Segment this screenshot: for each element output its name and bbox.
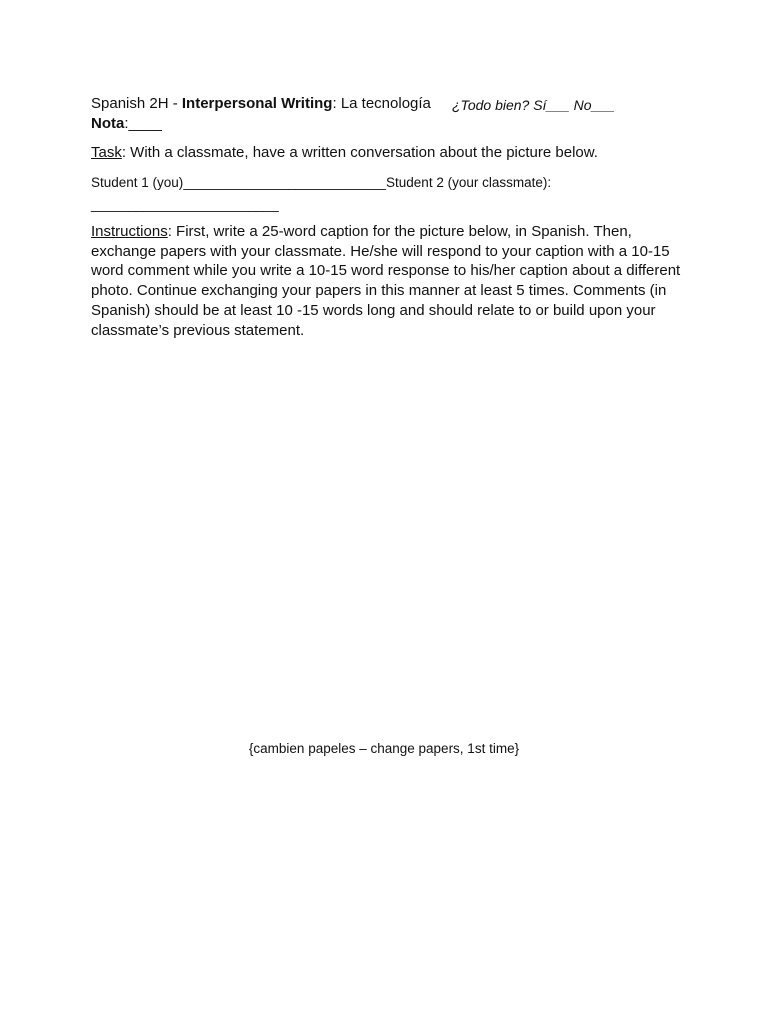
student2-label: Student 2 (your classmate): <box>386 175 552 190</box>
student-names-line <box>91 173 551 193</box>
task-label: Task <box>91 144 122 161</box>
student1-label: Student 1 (you) <box>91 175 184 190</box>
instructions-paragraph <box>91 222 691 340</box>
student1-blank: ___________________________ <box>183 175 387 190</box>
title-separator: : <box>332 95 341 112</box>
nota-line <box>91 114 162 134</box>
course-label: Spanish 2H - <box>91 95 182 112</box>
student2-blank: _________________________ <box>91 197 279 212</box>
change-papers-note: {cambien papeles – change papers, 1st time} <box>248 741 520 756</box>
instructions-label: Instructions <box>91 223 168 240</box>
task-text: : With a classmate, have a written conversation about the picture below. <box>121 144 598 161</box>
instructions-text: : First, write a 25-word caption for the picture below, in Spanish. Then, exchange papers with your classmate. He/she will respond to your caption with a 10-15 word comment while you write a 10-15 word response to his/her caption about a different photo. Continue exchanging your papers in this manner at least 5 times. Comments (in Spanish) should be at least 10 -15 words long and should relate to or build upon your classmate’s previous statement. <box>91 223 681 339</box>
assignment-label: Interpersonal Writing <box>181 95 333 112</box>
nota-blank: :____ <box>124 115 162 132</box>
task-line <box>91 143 598 163</box>
topic-label: La tecnología <box>340 95 431 112</box>
nota-label: Nota <box>91 115 125 132</box>
worksheet-title <box>91 94 431 114</box>
todo-bien-check: ¿Todo bien? Sí___ No___ <box>452 97 615 113</box>
